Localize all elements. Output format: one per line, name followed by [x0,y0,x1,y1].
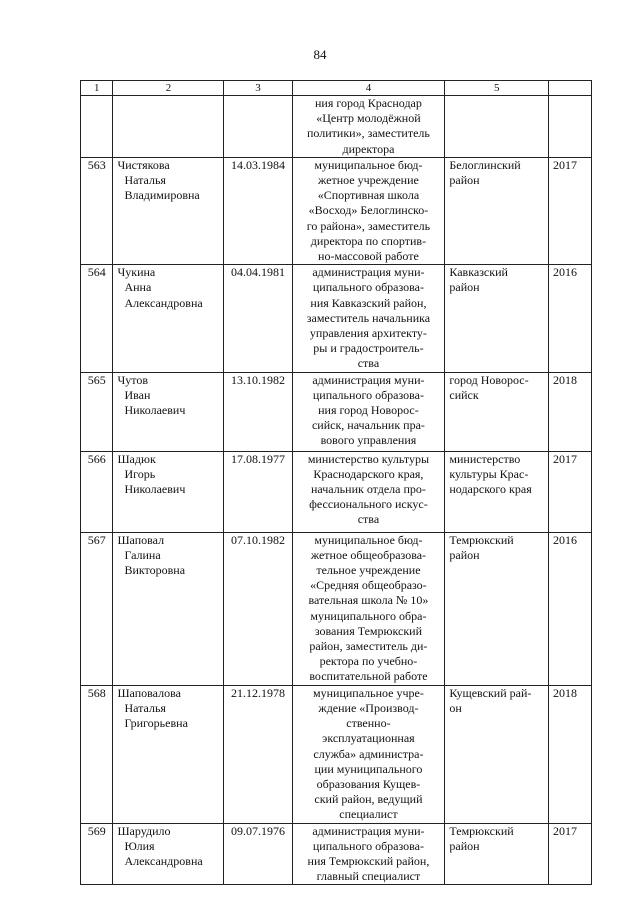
position-description [292,157,445,264]
header-col-1: 1 [81,81,113,96]
position-description [292,823,445,885]
table-row [81,823,592,885]
table-row [81,265,592,372]
row-number: 569 [81,823,113,885]
year: 2017 [549,823,592,885]
person-name [113,823,224,885]
region-line: министерство [449,451,521,466]
position-line: но-массовой работе [318,249,419,264]
name-line: Наталья [124,700,166,715]
name-line: Юлия [124,838,155,853]
position-line: вательная школа № 10» [308,593,429,608]
person-name [113,451,224,532]
position-line: ципального образова- [312,280,424,295]
region-line: Темрюкский [449,532,514,547]
position-line: вового управления [320,433,417,448]
region [445,823,549,885]
birth-date: 13.10.1982 [224,372,292,451]
region [445,451,549,532]
region-line: он [449,700,462,715]
position-line: специалист [339,807,398,822]
position-line: эксплуатационная [322,731,415,746]
position-line: образования Кущев- [316,776,421,791]
region-line: район [449,547,480,562]
position-line: ждение «Производ- [318,700,419,715]
position-line: служба» администра- [313,746,424,761]
position-line: директора по спортив- [310,233,427,248]
position-line: ния город Краснодар [314,96,422,110]
birth-date: 14.03.1984 [224,157,292,264]
region [445,685,549,823]
position-line: ния Кавказский район, [310,295,427,310]
row-number: 568 [81,685,113,823]
name-line: Николаевич [124,482,186,497]
position-line: «Центр молодёжной [316,111,421,126]
position-line: ства [357,356,380,371]
table-row [81,685,592,823]
position-line: политики», заместитель [306,126,430,141]
position-line: ния Темрюкский район, [307,853,430,868]
birth-date: 17.08.1977 [224,451,292,532]
position-line: ципального образова- [312,838,424,853]
birth-date: 04.04.1981 [224,265,292,372]
position-description [292,532,445,685]
header-col-3: 3 [224,81,292,96]
name-line: Владимировна [124,188,200,203]
birth-date: 21.12.1978 [224,685,292,823]
header-col-4: 4 [292,81,445,96]
name-line: Григорьевна [124,716,188,731]
row-number: 565 [81,372,113,451]
birth-date [224,96,292,158]
person-name [113,157,224,264]
name-line: Иван [124,387,151,402]
year: 2016 [549,265,592,372]
position-line: Краснодарского края, [313,466,424,481]
position-line: директора [342,141,395,156]
position-line: муниципальное бюд- [314,157,423,172]
table-row [81,372,592,451]
position-description [292,96,445,158]
person-name [113,685,224,823]
position-description [292,451,445,532]
person-name [113,96,224,158]
position-line: сийск, начальник пра- [311,418,425,433]
header-row [81,81,592,96]
header-col-2: 2 [113,81,224,96]
position-line: го района», заместитель [306,218,431,233]
position-description [292,685,445,823]
position-line: тельное учреждение [316,563,421,578]
region [445,372,549,451]
position-description [292,265,445,372]
position-line: район, заместитель ди- [309,639,428,654]
year: 2018 [549,685,592,823]
region-line: культуры Крас- [449,466,529,481]
position-line: ципального образова- [312,387,424,402]
position-line: жетное учреждение [318,173,419,188]
table-row [81,96,592,158]
name-line: Александровна [124,295,203,310]
region [445,532,549,685]
name-line: Шаповал [117,532,165,547]
year: 2017 [549,157,592,264]
region-line: район [449,173,480,188]
region-line: район [449,280,480,295]
table-body [81,96,592,885]
table-row [81,532,592,685]
region [445,96,549,158]
position-line: начальник отдела про- [310,482,426,497]
birth-date: 07.10.1982 [224,532,292,685]
table-row [81,157,592,264]
position-description [292,372,445,451]
birth-date: 09.07.1976 [224,823,292,885]
position-line: администрация муни- [312,372,425,387]
row-number: 567 [81,532,113,685]
name-line: Галина [124,547,161,562]
position-line: ции муниципального [314,761,423,776]
name-line: Чукина [117,265,156,280]
region-line: Кущевский рай- [449,685,532,700]
table-row [81,451,592,532]
row-number: 564 [81,265,113,372]
name-line: Чистякова [117,157,170,172]
name-line: Анна [124,280,152,295]
name-line: Наталья [124,173,166,188]
region-line: район [449,838,480,853]
year [549,96,592,158]
position-line: жетное общеобразова- [310,547,427,562]
year: 2016 [549,532,592,685]
table-header [81,81,592,96]
person-name [113,372,224,451]
name-line: Николаевич [124,403,186,418]
name-line: Шаповалова [117,685,181,700]
position-line: ственно- [346,716,391,731]
position-line: главный специалист [316,869,421,884]
region-line: Белоглинский [449,157,521,172]
year: 2018 [549,372,592,451]
name-line: Чутов [117,372,149,387]
position-line: администрация муни- [312,265,425,280]
position-line: ры и градостроитель- [313,341,424,356]
row-number: 566 [81,451,113,532]
position-line: ский район, ведущий [314,792,423,807]
position-line: управления архитекту- [309,326,427,341]
header-col-5: 5 [445,81,549,96]
position-line: министерство культуры [307,451,430,466]
year: 2017 [549,451,592,532]
person-name [113,532,224,685]
position-line: «Восход» Белоглинско- [308,203,429,218]
region-line: город Новорос- [449,372,529,387]
region [445,265,549,372]
region-line: Темрюкский [449,823,514,838]
name-line: Шадюк [117,451,156,466]
row-number: 563 [81,157,113,264]
region-line: сийск [449,387,479,402]
page-number: 84 [313,47,327,62]
position-line: ректора по учебно- [319,654,418,669]
position-line: «Средняя общеобразо- [310,578,427,593]
position-line: «Спортивная школа [317,188,420,203]
position-line: администрация муни- [312,823,425,838]
name-line: Александровна [124,853,203,868]
position-line: муниципального обра- [310,608,427,623]
header-col-6 [549,81,592,96]
position-line: воспитательной работе [309,669,428,684]
row-number [81,96,113,158]
position-line: муниципальное бюд- [314,532,423,547]
position-line: ния город Новорос- [318,403,419,418]
position-line: муниципальное учре- [313,685,424,700]
position-line: заместитель начальника [306,310,431,325]
position-line: фессионального искус- [309,497,428,512]
region [445,157,549,264]
position-line: зования Темрюкский [314,623,423,638]
region-line: Кавказский [449,265,508,280]
region-line: нодарского края [449,482,532,497]
position-line: ства [357,512,380,527]
name-line: Игорь [124,466,156,481]
person-name [113,265,224,372]
name-line: Викторовна [124,563,186,578]
personnel-table [80,80,592,885]
name-line: Шарудило [117,823,171,838]
